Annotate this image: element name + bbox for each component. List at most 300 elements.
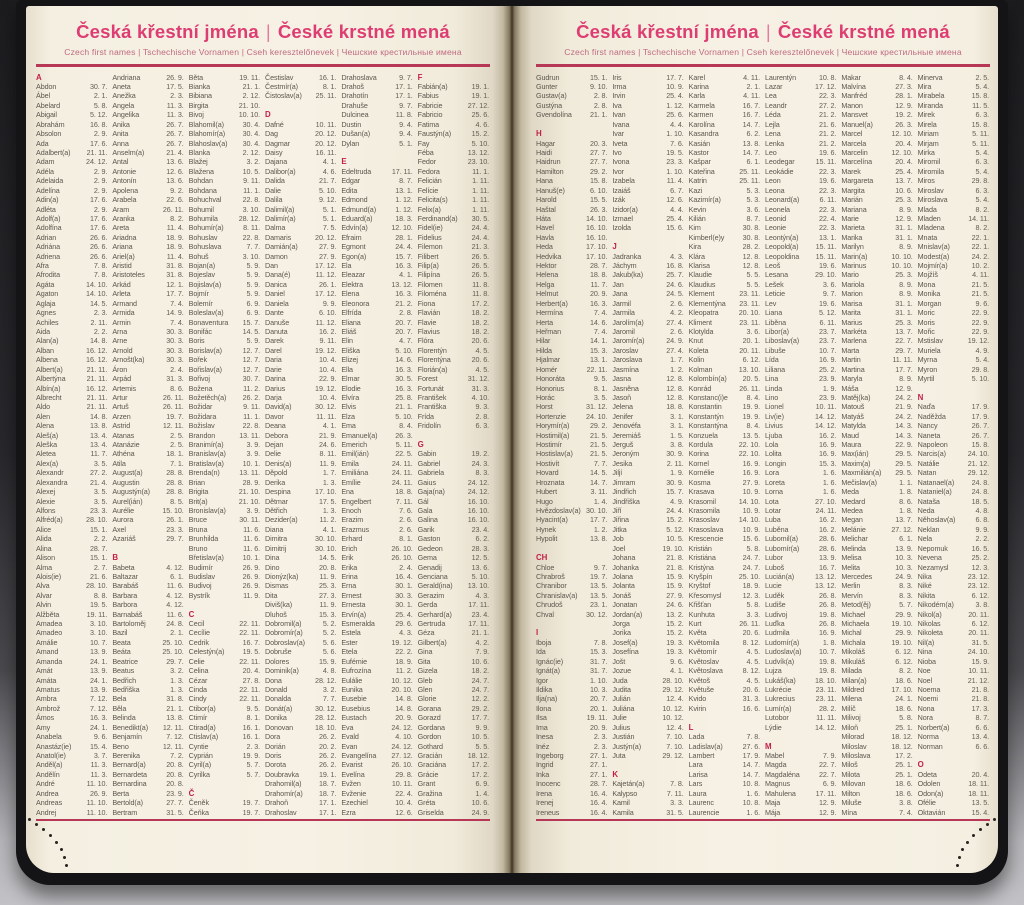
name-day-date: 20. 11.: [968, 628, 989, 638]
name-day-date: 17. 3.: [971, 703, 989, 713]
name-day-date: 25. 4.: [395, 609, 413, 619]
given-name: Mervín: [841, 590, 863, 600]
name-day-entry: [112, 393, 184, 402]
name-day-entry: [36, 694, 108, 703]
name-day-entry: [341, 233, 413, 242]
name-day-entry: [112, 497, 184, 506]
name-day-date: 2. 2.: [93, 326, 108, 336]
name-day-date: 18. 3.: [395, 213, 413, 223]
name-day-entry: [536, 139, 608, 148]
name-day-entry: [112, 657, 184, 666]
name-day-entry: [189, 393, 261, 402]
given-name: Engelbert: [341, 496, 372, 506]
given-name: Doris: [265, 750, 282, 760]
given-name: Beatrice: [112, 656, 138, 666]
name-day-entry: [536, 299, 608, 308]
name-day-entry: [765, 129, 837, 138]
given-name: Květomír: [688, 647, 717, 657]
name-day-entry: [841, 412, 913, 421]
given-name: Matyáš: [841, 411, 864, 421]
given-name: Beno: [112, 741, 129, 751]
name-day-entry: [918, 770, 990, 779]
name-day-date: 27. 12.: [467, 100, 489, 110]
given-name: Melinda: [841, 543, 866, 553]
given-name: Kvirin: [688, 703, 707, 713]
name-day-date: 30. 3.: [166, 326, 184, 336]
name-day-date: 30. 9.: [666, 449, 684, 459]
given-name: Elin: [341, 336, 353, 346]
given-name: Marek: [841, 166, 861, 176]
name-day-date: 1. 3.: [170, 685, 184, 695]
name-day-entry: [918, 101, 990, 110]
given-name: Ljuba: [765, 430, 783, 440]
given-name: Anita: [112, 129, 129, 139]
given-name: Amadeo: [36, 628, 63, 638]
name-day-date: 26. 9.: [242, 581, 260, 591]
name-day-entry: [612, 195, 684, 204]
name-day-date: 9. 6.: [670, 656, 684, 666]
name-day-date: 11. 10.: [86, 798, 108, 808]
given-name: Františka: [417, 402, 447, 412]
name-day-entry: [189, 468, 261, 477]
name-day-date: 29. 12.: [967, 468, 989, 478]
name-day-entry: [689, 553, 761, 562]
name-day-date: 3. 2.: [322, 685, 337, 695]
name-day-date: 14. 9.: [166, 308, 184, 318]
name-day-date: 30. 8.: [742, 223, 760, 233]
name-day-entry: [36, 186, 108, 195]
name-day-date: 26. 11.: [162, 204, 184, 214]
given-name: Bořek: [188, 355, 207, 365]
name-day-entry: [536, 459, 608, 468]
name-day-entry: [265, 402, 337, 411]
given-name: Jeroným: [612, 449, 640, 459]
name-day-entry: [112, 431, 184, 440]
name-day-date: 25. 10.: [162, 637, 184, 647]
given-name: Evženie: [341, 788, 367, 798]
given-name: Linda: [765, 383, 783, 393]
given-name: Ireneus: [536, 807, 560, 817]
name-day-date: 27. 8.: [242, 675, 260, 685]
name-day-date: 8. 9.: [899, 242, 913, 252]
name-day-entry: [918, 186, 990, 195]
name-day-entry: [765, 770, 837, 779]
name-day-date: 28. 8.: [166, 487, 184, 497]
name-day-date: 22. 7.: [818, 760, 837, 770]
given-name: Darja: [265, 392, 282, 402]
given-name: Jeremiáš: [612, 430, 641, 440]
given-name: Ester: [341, 637, 358, 647]
name-column: [612, 73, 684, 818]
name-day-entry: [112, 676, 184, 685]
name-day-entry: [265, 299, 337, 308]
given-name: Hypolit: [536, 534, 558, 544]
name-day-entry: [765, 280, 837, 289]
name-day-entry: [765, 515, 837, 524]
given-name: Deana: [265, 421, 286, 431]
given-name: Hanuš(e): [536, 185, 565, 195]
given-name: Aleška: [36, 440, 57, 450]
name-day-entry: [689, 760, 761, 769]
name-day-entry: [841, 421, 913, 430]
given-name: Drahomír(a): [265, 788, 303, 798]
given-name: Dolores: [265, 656, 290, 666]
name-day-entry: [418, 449, 490, 458]
given-name: Grácie: [417, 769, 439, 779]
name-day-entry: [841, 676, 913, 685]
name-day-date: 24. 6.: [666, 600, 684, 610]
given-name: Karolína: [688, 119, 715, 129]
name-day-date: 6. 6.: [975, 722, 989, 732]
name-day-date: 26. 3.: [395, 430, 413, 440]
given-name: Antal: [112, 157, 129, 167]
name-day-entry: [36, 553, 108, 562]
given-name: David(a): [265, 402, 292, 412]
name-day-entry: [112, 412, 184, 421]
name-day-date: 18. 9.: [395, 656, 413, 666]
name-day-entry: [418, 515, 490, 524]
given-name: Bohdan: [188, 176, 213, 186]
name-day-entry: [689, 647, 761, 656]
name-day-date: 4. 12.: [166, 590, 184, 600]
name-day-date: 24. 10.: [586, 411, 608, 421]
given-name: Gorazd: [417, 713, 441, 723]
name-day-date: 25. 4.: [895, 166, 913, 176]
given-name: Julie: [612, 713, 627, 723]
given-name: Michala: [841, 637, 866, 647]
given-name: Bivoj: [188, 110, 204, 120]
name-day-entry: [189, 223, 261, 232]
name-day-date: 5. 11.: [395, 440, 413, 450]
given-name: Miros: [917, 176, 935, 186]
given-name: Mirabela: [917, 91, 945, 101]
name-day-entry: [341, 336, 413, 345]
name-day-date: 10. 6.: [471, 798, 489, 808]
name-day-entry: [765, 591, 837, 600]
name-day-date: 31. 1.: [895, 308, 913, 318]
given-name: Benjamín: [112, 732, 142, 742]
name-day-date: 14. 3.: [895, 421, 913, 431]
name-day-date: 3. 8.: [975, 600, 989, 610]
given-name: Dorián: [265, 741, 286, 751]
letter-header: A: [36, 72, 42, 82]
name-day-entry: [265, 129, 337, 138]
name-column: [536, 73, 608, 818]
name-day-entry: [112, 628, 184, 637]
name-day-date: 22. 3.: [818, 204, 837, 214]
name-day-date: 18. 6.: [895, 703, 913, 713]
given-name: Cyprián: [188, 750, 213, 760]
name-day-entry: [341, 214, 413, 223]
given-name: Irena: [536, 788, 552, 798]
name-day-entry: [341, 459, 413, 468]
name-day-date: 22. 11.: [239, 628, 260, 638]
name-day-entry: [418, 176, 490, 185]
given-name: Amáta: [36, 675, 57, 685]
given-name: Debora: [265, 430, 288, 440]
given-name: Liana: [765, 308, 783, 318]
name-day-entry: [612, 110, 684, 119]
name-day-date: 24. 12.: [391, 722, 413, 732]
name-day-date: 17. 9.: [971, 411, 989, 421]
given-name: Ida: [536, 647, 546, 657]
name-day-date: 24. 7.: [742, 562, 760, 572]
name-day-date: 13. 9.: [89, 647, 108, 657]
given-name: Larisa: [688, 769, 708, 779]
name-day-entry: [612, 402, 684, 411]
name-day-entry: [918, 610, 990, 619]
name-day-entry: [189, 205, 261, 214]
name-day-date: 18. 12.: [891, 741, 913, 751]
given-name: Ludiše: [765, 600, 786, 610]
name-day-date: 9. 9.: [975, 524, 989, 534]
name-day-entry: [36, 101, 108, 110]
top-rule: [36, 64, 490, 67]
given-name: Liv(ie): [765, 411, 784, 421]
name-day-entry: [36, 336, 108, 345]
name-day-date: 6. 9.: [822, 779, 837, 789]
given-name: Jitka: [612, 524, 627, 534]
given-name: Miloslava: [841, 750, 871, 760]
given-name: Ctimír: [188, 713, 208, 723]
name-day-date: 5. 5.: [746, 270, 760, 280]
given-name: Nikoleta: [917, 628, 943, 638]
name-day-entry: [341, 751, 413, 760]
name-day-date: 19. 1.: [318, 769, 337, 779]
name-day-entry: [341, 779, 413, 788]
given-name: Adriena: [36, 251, 61, 261]
name-day-entry: [189, 534, 261, 543]
name-day-date: 10. 2.: [971, 261, 989, 271]
given-name: Kevin: [688, 204, 707, 214]
name-day-date: 17. 12.: [315, 261, 337, 271]
given-name: Dalie: [265, 185, 281, 195]
name-day-date: 4. 5.: [746, 675, 760, 685]
name-day-entry: [689, 534, 761, 543]
name-day-entry: [265, 167, 337, 176]
name-day-entry: [189, 176, 261, 185]
name-day-entry: [765, 252, 837, 261]
given-name: Jindřich: [612, 487, 637, 497]
name-day-entry: [612, 223, 684, 232]
given-name: Dita: [265, 590, 278, 600]
name-day-entry: [765, 384, 837, 393]
name-day-date: 25. 4.: [666, 91, 684, 101]
given-name: Miloš: [841, 760, 858, 770]
name-day-entry: [189, 270, 261, 279]
given-name: Bolemír: [188, 298, 213, 308]
given-name: Kvido: [688, 694, 707, 704]
name-day-date: 26. 2.: [318, 760, 337, 770]
name-day-date: 2. 5.: [170, 440, 184, 450]
name-day-date: 23. 12.: [967, 571, 989, 581]
name-day-entry: [612, 723, 684, 732]
name-day-date: 4. 4.: [670, 204, 684, 214]
given-name: Barnabáš: [112, 609, 143, 619]
given-name: Mahulena: [765, 788, 796, 798]
name-day-date: 1. 11.: [472, 195, 489, 205]
given-name: Adelaida: [36, 176, 64, 186]
name-day-date: 7. 4.: [593, 326, 608, 336]
given-name: Enoch: [341, 506, 362, 515]
given-name: Agáta: [36, 279, 55, 289]
name-day-date: 14. 1.: [589, 336, 608, 346]
empty-row: [112, 544, 184, 553]
name-day-entry: [536, 723, 608, 732]
name-day-entry: [841, 393, 913, 402]
name-day-date: 1. 3.: [170, 675, 184, 685]
given-name: Běta: [188, 72, 204, 82]
given-name: Eufémie: [341, 656, 367, 666]
name-day-date: 12. 7.: [242, 364, 260, 374]
name-day-entry: [918, 619, 990, 628]
name-day-entry: [418, 120, 490, 129]
name-day-entry: [418, 336, 490, 345]
name-day-date: 27. 9.: [666, 590, 684, 600]
given-name: Nepomuk: [917, 543, 948, 553]
name-day-date: 26. 6.: [89, 251, 108, 261]
name-day-entry: [689, 610, 761, 619]
name-day-date: 3. 3.: [670, 798, 684, 808]
name-day-entry: [341, 431, 413, 440]
given-name: Izolda: [612, 223, 631, 233]
name-day-date: 8. 2.: [975, 204, 989, 214]
name-day-date: 30. 4.: [242, 129, 260, 139]
name-day-entry: [918, 600, 990, 609]
name-day-date: 17. 7.: [166, 289, 184, 299]
name-day-date: 5. 2.: [322, 619, 337, 629]
name-day-entry: [536, 713, 608, 722]
given-name: Chranibor: [536, 581, 567, 591]
given-name: Andrej: [36, 807, 57, 817]
given-name: Mansvet: [841, 110, 868, 120]
name-day-date: 19. 6.: [818, 176, 837, 186]
name-day-date: 1. 6.: [746, 807, 760, 817]
given-name: Dajana: [265, 157, 288, 167]
name-day-entry: [841, 440, 913, 449]
given-name: Mildred: [841, 685, 865, 695]
name-day-date: 4. 10.: [471, 392, 489, 402]
name-day-entry: [689, 742, 761, 751]
name-day-entry: [112, 318, 184, 327]
name-day-entry: [918, 431, 990, 440]
name-day-date: 5. 4.: [975, 82, 989, 92]
name-day-entry: [341, 610, 413, 619]
name-day-entry: [189, 487, 261, 496]
name-day-entry: [765, 120, 837, 129]
name-day-entry: [189, 694, 261, 703]
given-name: Andělín: [36, 769, 60, 779]
name-day-date: 5. 1.: [322, 204, 337, 214]
given-name: Hektor: [536, 261, 557, 271]
given-name: Bedřiška: [112, 685, 140, 695]
given-name: Hovard: [536, 468, 559, 478]
name-day-date: 22. 10.: [738, 449, 760, 459]
name-day-entry: [841, 666, 913, 675]
name-day-entry: [689, 336, 761, 345]
letter-header: N: [917, 392, 924, 402]
name-day-date: 27. 2.: [818, 100, 837, 110]
name-day-entry: [189, 365, 261, 374]
given-name: August(a): [112, 468, 143, 478]
name-day-date: 16. 4.: [589, 788, 608, 798]
name-day-date: 28. 10.: [662, 675, 684, 685]
name-day-entry: [36, 280, 108, 289]
given-name: Květomila: [688, 637, 720, 647]
given-name: Martin: [841, 355, 861, 365]
name-day-date: 26. 2.: [318, 750, 337, 760]
name-day-entry: [189, 374, 261, 383]
name-day-entry: [841, 280, 913, 289]
name-day-entry: [612, 336, 684, 345]
given-name: Barbora: [112, 600, 138, 610]
name-day-date: 29. 7.: [895, 345, 913, 355]
name-day-entry: [418, 374, 490, 383]
name-day-entry: [918, 270, 990, 279]
name-day-date: 16. 4.: [589, 807, 608, 817]
name-day-entry: [341, 553, 413, 562]
name-day-date: 23. 3.: [166, 524, 184, 534]
given-name: Cyril(a): [188, 760, 212, 770]
name-day-entry: [689, 431, 761, 440]
name-day-date: 17. 9.: [742, 750, 760, 760]
given-name: Ingeborg: [536, 750, 564, 760]
given-name: Klement: [688, 289, 715, 299]
name-day-date: 18. 7.: [318, 779, 337, 789]
name-day-date: 15. 2.: [666, 619, 684, 629]
given-name: Denis(a): [265, 458, 292, 468]
name-day-entry: [612, 638, 684, 647]
name-day-entry: [341, 195, 413, 204]
name-day-entry: [689, 148, 761, 157]
name-day-entry: [536, 195, 608, 204]
name-day-date: 9. 5.: [593, 374, 608, 384]
name-day-entry: [765, 506, 837, 515]
name-day-entry: [36, 176, 108, 185]
given-name: Izaiáš: [612, 185, 631, 195]
name-day-date: 17. 7.: [471, 713, 489, 723]
name-day-entry: [341, 685, 413, 694]
given-name: Libor(a): [765, 326, 789, 336]
name-day-date: 21. 11.: [86, 147, 108, 157]
name-day-date: 18. 7.: [318, 788, 337, 798]
given-name: Aristid: [112, 261, 132, 271]
given-name: Dustin: [341, 119, 362, 129]
name-day-date: 30. 8.: [742, 232, 760, 242]
given-name: Kolin: [688, 355, 705, 365]
name-day-date: 25. 3.: [895, 270, 913, 280]
name-day-date: 12. 9.: [895, 383, 913, 393]
given-name: Bořislav(a): [188, 364, 222, 374]
name-day-entry: [841, 431, 913, 440]
given-name: Albrecht: [36, 392, 62, 402]
given-name: Chval: [536, 609, 554, 619]
name-day-entry: [841, 355, 913, 364]
name-day-entry: [536, 336, 608, 345]
given-name: Armin: [112, 317, 131, 327]
given-name: Davor: [265, 411, 284, 421]
name-day-date: 5. 8.: [746, 543, 760, 553]
given-name: Andreas: [36, 798, 63, 808]
name-day-date: 2. 3.: [593, 741, 608, 751]
name-day-date: 26. 5.: [471, 270, 489, 280]
name-day-date: 7. 5.: [322, 223, 337, 233]
name-day-entry: [612, 751, 684, 760]
given-name: Budimír: [188, 562, 213, 572]
name-day-entry: [189, 289, 261, 298]
name-day-entry: [189, 798, 261, 807]
name-day-entry: [418, 280, 490, 289]
